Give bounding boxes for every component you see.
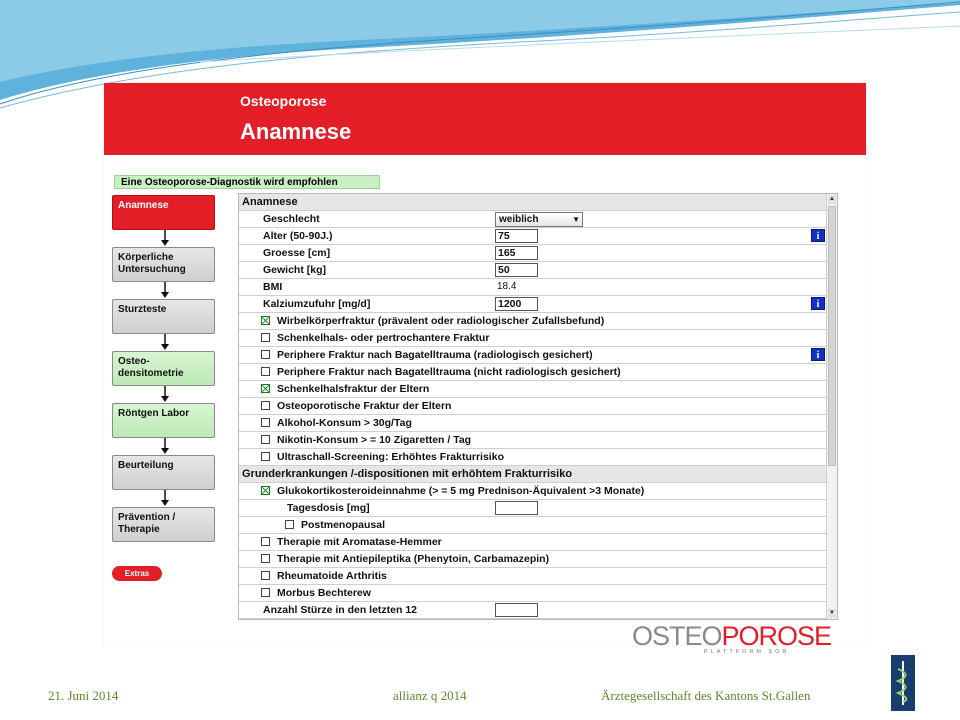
arrow-down-icon	[160, 438, 170, 455]
osteoporose-app-panel	[104, 83, 866, 655]
checkbox-row	[239, 517, 830, 534]
section-header-anamnese	[239, 194, 830, 211]
nav-step-beurteilung[interactable]: Beurteilung	[112, 455, 215, 490]
scroll-down-icon[interactable]: ▼	[829, 610, 835, 616]
arrow-down-icon	[160, 334, 170, 351]
kalzium-input[interactable]: 1200	[495, 297, 538, 311]
checkbox-checked[interactable]	[261, 316, 270, 325]
checkbox[interactable]	[261, 401, 270, 410]
footer-event: allianz q 2014	[393, 688, 467, 703]
checkbox[interactable]	[261, 452, 270, 461]
checkbox[interactable]	[261, 571, 270, 580]
field-label: Groesse [cm]	[263, 247, 331, 259]
checkbox-label: Periphere Fraktur nach Bagatelltrauma (nicht radiologisch gesichert)	[277, 366, 621, 378]
checkbox[interactable]	[261, 435, 270, 444]
checkbox[interactable]	[261, 588, 270, 597]
nav-step-praevention-therapie[interactable]: Prävention / Therapie	[112, 507, 215, 542]
form-row-groesse	[239, 245, 830, 262]
checkbox[interactable]	[261, 350, 270, 359]
checkbox-label: Morbus Bechterew	[277, 587, 371, 599]
nav-step-osteodensitometrie[interactable]: Osteo-densitometrie	[112, 351, 215, 386]
tagesdosis-input[interactable]	[495, 501, 538, 515]
section-title: Grunderkrankungen /-dispositionen mit erhöhtem Frakturrisiko	[242, 468, 573, 480]
form-scrollbar[interactable]	[826, 194, 837, 619]
arrow-down-icon	[160, 490, 170, 507]
checkbox-row	[239, 483, 830, 500]
checkbox-row	[239, 449, 830, 466]
app-header	[104, 83, 866, 155]
osteoporose-logo: OSTEOPOROSE	[632, 621, 832, 651]
form-row-tagesdosis	[239, 500, 830, 517]
alter-input[interactable]: 75	[495, 229, 538, 243]
arrow-down-icon	[160, 282, 170, 299]
field-label: Tagesdosis [mg]	[287, 502, 370, 514]
groesse-input[interactable]: 165	[495, 246, 538, 260]
checkbox-label: Schenkelhalsfraktur der Eltern	[277, 383, 430, 395]
checkbox-row	[239, 330, 830, 347]
nav-step-sturzteste[interactable]: Sturzteste	[112, 299, 215, 334]
form-row-kalzium	[239, 296, 830, 313]
checkbox-label: Glukokortikosteroideinnahme (> = 5 mg Prednison-Äquivalent >3 Monate)	[277, 485, 645, 497]
scroll-up-icon[interactable]: ▲	[829, 196, 835, 202]
anamnese-form	[238, 193, 838, 620]
checkbox-row	[239, 398, 830, 415]
checkbox-label: Postmenopausal	[301, 519, 386, 531]
section-title: Anamnese	[242, 196, 298, 208]
field-label: Gewicht [kg]	[263, 264, 327, 276]
info-icon[interactable]: i	[811, 348, 825, 361]
arrow-down-icon	[160, 230, 170, 247]
checkbox-row	[239, 585, 830, 602]
checkbox[interactable]	[261, 333, 270, 342]
checkbox-label: Rheumatoide Arthritis	[277, 570, 387, 582]
checkbox-label: Schenkelhals- oder pertrochantere Fraktur	[277, 332, 490, 344]
footer-organization: Ärztegesellschaft des Kantons St.Gallen	[601, 688, 811, 703]
logo-subtitle: PLATTFORM SGR	[704, 649, 790, 655]
field-label: Alter (50-90J.)	[263, 230, 333, 242]
scrollbar-thumb[interactable]	[828, 206, 836, 466]
checkbox[interactable]	[261, 537, 270, 546]
form-row-stuerze	[239, 602, 830, 619]
select-value: weiblich	[499, 214, 539, 225]
checkbox-checked[interactable]	[261, 384, 270, 393]
nav-step-roentgen-labor[interactable]: Röntgen Labor	[112, 403, 215, 438]
checkbox-label: Alkohol-Konsum > 30g/Tag	[277, 417, 412, 429]
checkbox-row	[239, 534, 830, 551]
bmi-value: 18.4	[497, 281, 517, 292]
checkbox-row	[239, 568, 830, 585]
checkbox-row	[239, 381, 830, 398]
header-subtitle: Osteoporose	[240, 93, 327, 109]
checkbox-row	[239, 432, 830, 449]
form-row-geschlecht	[239, 211, 830, 228]
recommendation-banner: Eine Osteoporose-Diagnostik wird empfohlen	[114, 175, 380, 189]
checkbox[interactable]	[261, 418, 270, 427]
extras-button[interactable]: Extras	[112, 566, 162, 581]
footer-date: 21. Juni 2014	[48, 688, 119, 703]
checkbox-row	[239, 347, 830, 364]
nav-step-koerperliche-untersuchung[interactable]: Körperliche Untersuchung	[112, 247, 215, 282]
gewicht-input[interactable]: 50	[495, 263, 538, 277]
checkbox-label: Periphere Fraktur nach Bagatelltrauma (radiologisch gesichert)	[277, 349, 593, 361]
field-label: Geschlecht	[263, 213, 320, 225]
checkbox[interactable]	[261, 367, 270, 376]
form-row-alter	[239, 228, 830, 245]
arrow-down-icon	[160, 386, 170, 403]
checkbox[interactable]	[261, 554, 270, 563]
chevron-down-icon: ▼	[572, 215, 580, 224]
checkbox-label: Nikotin-Konsum > = 10 Zigaretten / Tag	[277, 434, 472, 446]
checkbox-label: Wirbelkörperfraktur (prävalent oder radiologischer Zufallsbefund)	[277, 315, 605, 327]
geschlecht-select[interactable]	[495, 212, 583, 227]
checkbox-label: Osteoporotische Fraktur der Eltern	[277, 400, 452, 412]
stuerze-input[interactable]	[495, 603, 538, 617]
checkbox[interactable]	[285, 520, 294, 529]
checkbox-label: Therapie mit Aromatase-Hemmer	[277, 536, 442, 548]
info-icon[interactable]: i	[811, 297, 825, 310]
checkbox-row	[239, 551, 830, 568]
checkbox-label: Ultraschall-Screening: Erhöhtes Frakturrisiko	[277, 451, 504, 463]
checkbox-row	[239, 415, 830, 432]
nav-step-anamnese[interactable]: Anamnese	[112, 195, 215, 230]
field-label: Kalziumzufuhr [mg/d]	[263, 298, 371, 310]
field-label: BMI	[263, 281, 283, 293]
checkbox-checked[interactable]	[261, 486, 270, 495]
field-label: Anzahl Stürze in den letzten 12	[263, 604, 418, 616]
form-row-gewicht	[239, 262, 830, 279]
checkbox-row	[239, 313, 830, 330]
checkbox-row	[239, 364, 830, 381]
info-icon[interactable]: i	[811, 229, 825, 242]
section-header-grunderkrankungen	[239, 466, 830, 483]
form-row-bmi	[239, 279, 830, 296]
page-title: Anamnese	[240, 119, 352, 144]
checkbox-label: Therapie mit Antiepileptika (Phenytoin, Carbamazepin)	[277, 553, 550, 565]
aesculapius-staff-icon	[891, 655, 915, 711]
